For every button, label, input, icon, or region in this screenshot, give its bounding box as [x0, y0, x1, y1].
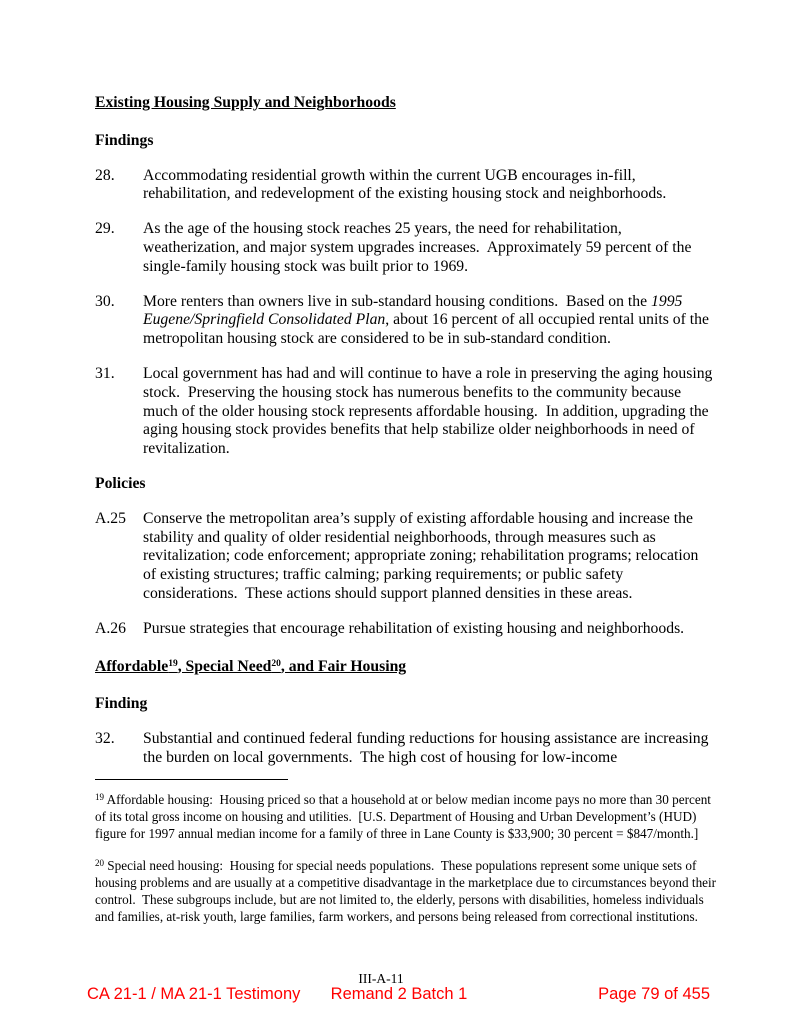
footnote-ref-20: 20 — [271, 658, 281, 669]
footnote-19 — [95, 789, 717, 842]
item-number: 31. — [95, 364, 115, 382]
finding-heading: Finding — [95, 695, 148, 713]
finding-item-29 — [95, 220, 715, 276]
item-text: As the age of the housing stock reaches 25 years, the need for rehabilitation, weatherization, and major system upgrades increases. Approximately 59 percent of the single-family housing stock was built prior to 1969. — [143, 220, 696, 275]
finding-item-31 — [95, 365, 715, 459]
footer-testimony-label: CA 21-1 / MA 21-1 Testimony — [87, 985, 301, 1003]
item-number: 29. — [95, 220, 115, 238]
page-content — [95, 94, 715, 784]
item-text: Accommodating residential growth within the current UGB encourages in-fill, rehabilitation, and redevelopment of the existing housing stock and neighborhoods. — [143, 166, 667, 203]
item-text: Substantial and continued federal funding reductions for housing assistance are increasing the burden on local governments. The high cost of housing for low-income — [143, 730, 713, 766]
page-section-code: III-A-11 — [358, 971, 404, 986]
section-heading-existing-housing-supply — [95, 94, 715, 113]
footnote-separator-rule — [95, 779, 288, 780]
finding-item-28 — [95, 167, 715, 205]
finding-item-32 — [95, 730, 715, 768]
footnote-20 — [95, 855, 720, 925]
item-text-segment: More renters than owners live in sub-standard housing conditions. Based on the — [143, 292, 652, 310]
footnote-marker: 20 — [95, 858, 104, 868]
heading-segment: , and Fair Housing — [280, 657, 407, 675]
footer-stamp-row — [0, 985, 800, 1007]
policies-heading: Policies — [95, 474, 146, 492]
footnotes-section — [95, 779, 720, 938]
italic-plan-title: 1995 Eugene/Springfield Consolidated Plan — [143, 292, 687, 329]
item-text-segment: , about 16 percent of all occupied rental units of the metropolitan housing stock are considered to be in sub-standard condition. — [143, 311, 713, 348]
policy-item-a25 — [95, 510, 715, 604]
footnote-marker: 19 — [95, 792, 104, 802]
item-number: 30. — [95, 292, 115, 310]
footnote-text: Special need housing: Housing for special needs populations. These populations represent some unique sets of housing problems and are usually at a competitive disadvantage in the marketplace due to circumstances beyond their control. These subgroups include, but are not limited to, the elderly, persons with disabilities, homeless individuals and families, at-risk youth, large families, farm workers, and persons being released from correctional institutions. — [95, 858, 720, 924]
item-text: Conserve the metropolitan area’s supply of existing affordable housing and increase the stability and quality of older residential neighborhoods, through measures such as revitalization; code enforcement; appropriate zoning; rehabilitation programs; relocation of existing structures; traffic calming; parking requirements; or public safety considerations. These actions should support planned densities in these areas. — [143, 509, 703, 602]
item-number: 28. — [95, 166, 115, 184]
finding-item-30 — [95, 293, 715, 349]
footnote-ref-19: 19 — [168, 658, 178, 669]
item-text: Pursue strategies that encourage rehabilitation of existing housing and neighborhoods. — [143, 619, 685, 637]
heading-segment: , Special Need — [177, 657, 272, 675]
item-number: A.25 — [95, 509, 126, 527]
footer-page-number: Page 79 of 455 — [598, 985, 710, 1003]
item-number: A.26 — [95, 619, 126, 637]
policy-item-a26 — [95, 620, 715, 639]
footer-batch-label: Remand 2 Batch 1 — [330, 985, 468, 1003]
section-heading-text: Existing Housing Supply and Neighborhoods — [95, 94, 396, 111]
item-number: 32. — [95, 730, 115, 748]
item-text — [143, 293, 715, 349]
heading-segment: Affordable — [95, 657, 169, 675]
findings-heading: Findings — [95, 131, 154, 149]
item-text: Local government has had and will continue to have a role in preserving the aging housing stock. Preserving the housing stock has numerous benefits to the community because much of the older housing stock represents affordable housing. In addition, upgrading the aging housing stock provides benefits that help stabilize older neighborhoods in need of revitalization. — [143, 364, 717, 458]
section-heading-affordable-special-need-fair-housing — [95, 655, 715, 677]
footnote-text: Affordable housing: Housing priced so that a household at or below median income pays no more than 30 percent of its total gross income on housing and utilities. [U.S. Department of Housing and Urban Development’s (HUD) figure for 1997 annual median income for a family of three in Lane County is $33,900; 30 percent = $847/month.] — [95, 792, 715, 841]
